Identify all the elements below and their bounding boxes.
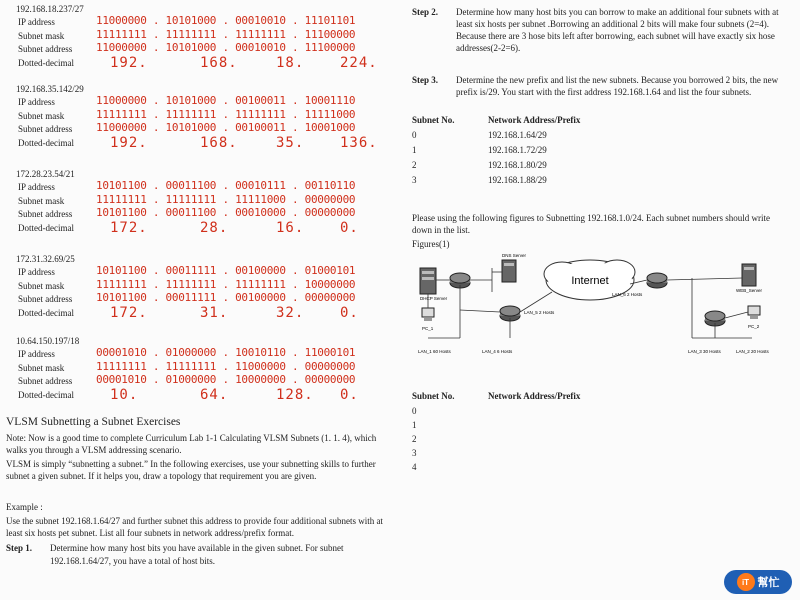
- vlsm-paragraph: VLSM is simply “subnetting a subnet.” In the following exercises, use your subnetting skills to further subnet a given subnet. If it helps you, draw a topology that requirement you are given.: [6, 459, 376, 481]
- table2-subnet-no: 2: [412, 434, 417, 444]
- handwritten-dotted-octet: 0.: [340, 220, 359, 236]
- vlsm-title: VLSM Subnetting a Subnet Exercises: [6, 416, 181, 428]
- handwritten-dotted-octet: 18.: [276, 55, 305, 71]
- handwritten-binary: 10101100 . 00011100 . 00010111 . 00110110: [96, 179, 356, 192]
- handwritten-binary: 11111111 . 11111111 . 11000000 . 00000000: [96, 359, 356, 373]
- handwritten-binary: 11111111 . 11111111 . 11111111 . 11100000: [96, 27, 356, 41]
- step3-text: Determine the new prefix and list the new subnets. Because you borrowed 2 bits, the new prefix is/29. You start with the first address 192.168.1.64 and list the four subnets.: [456, 75, 779, 97]
- handwritten-binary: 00001010 . 01000000 . 10000000 . 00000000: [96, 373, 356, 386]
- example-text: Use the subnet 192.168.1.64/27 and further subnet this address to provide four additional subnets with at least six hosts pet subnet. List all four subnets in network address/prefix format.: [6, 516, 383, 538]
- handwritten-dotted-octet: 172.: [110, 305, 148, 321]
- dhcp-label: DHCP Server: [420, 296, 448, 301]
- dns-label: DNS Server: [502, 253, 527, 258]
- step2-text: Determine how many host bits you can borrow to make an additional four subnets with at least six hosts per subnet .Borrowing an additional 2 bits will make four subnets (2=4). Because there are 3 hose bits left after borrowing, each subnet will have exactly six hose addresses(2-2=6).: [456, 7, 779, 53]
- web-label: WEB_Server: [736, 288, 763, 293]
- row-label: Subnet address: [18, 124, 73, 134]
- table1-subnet-no: 0: [412, 130, 417, 140]
- example-label: Example :: [6, 502, 43, 512]
- handwritten-dotted-octet: 0.: [340, 387, 359, 403]
- handwritten-dotted-octet: 128.: [276, 387, 314, 403]
- lan1-label: LAN_1 60 Hosts: [418, 349, 451, 354]
- web-server-icon: [742, 264, 756, 286]
- row-label: Subnet mask: [18, 280, 65, 291]
- vlsm-note: Note: Now is a good time to complete Curriculum Lab 1-1 Calculating VLSM Subnets (1. 1. 4), which walks you through a VLSM addressing scenario.: [6, 433, 377, 455]
- table2-subnet-no: 4: [412, 462, 417, 472]
- step1-label: Step 1.: [6, 543, 33, 553]
- table2-subnet-no: 0: [412, 406, 417, 416]
- handwritten-dotted-octet: 31.: [200, 305, 229, 321]
- pc2-icon: [748, 306, 760, 319]
- block-header: 192.168.18.237/27: [16, 4, 84, 14]
- table2-subnet-no: 3: [412, 448, 417, 458]
- row-label: Subnet address: [18, 209, 73, 219]
- block-header: 10.64.150.197/18: [16, 336, 80, 346]
- handwritten-dotted-octet: 168.: [200, 55, 238, 71]
- site-watermark-badge: [724, 570, 792, 594]
- pc2-label: PC_2: [748, 324, 760, 329]
- handwritten-binary: 10101100 . 00011111 . 00100000 . 00000000: [96, 291, 356, 304]
- row-label: Subnet mask: [18, 30, 65, 41]
- row-label: IP address: [18, 349, 55, 359]
- step2-label: Step 2.: [412, 7, 439, 17]
- table1-network-address: 192.168.1.72/29: [488, 145, 547, 155]
- handwritten-binary: 10101100 . 00011111 . 00100000 . 01000101: [96, 264, 356, 277]
- block-header: 192.168.35.142/29: [16, 84, 84, 94]
- handwritten-binary: 11111111 . 11111111 . 11111111 . 10000000: [96, 277, 356, 291]
- row-label: Subnet address: [18, 376, 73, 386]
- figures-instruction: Please using the following figures to Subnetting 192.168.1.0/24. Each subnet numbers should write down in the list.: [412, 213, 770, 235]
- table1-network-address: 192.168.1.64/29: [488, 130, 547, 140]
- row-label: IP address: [18, 267, 55, 277]
- table1-subnet-no: 3: [412, 175, 417, 185]
- handwritten-dotted-octet: 32.: [276, 305, 305, 321]
- row-label: Dotted-decimal: [18, 137, 74, 148]
- row-label: Subnet address: [18, 44, 73, 54]
- handwritten-binary: 00001010 . 01000000 . 10010110 . 11000101: [96, 346, 356, 359]
- ithome-logo-icon: iT: [737, 573, 755, 591]
- handwritten-dotted-octet: 0.: [340, 305, 359, 321]
- row-label: Subnet address: [18, 294, 73, 304]
- handwritten-binary: 10101100 . 00011100 . 00010000 . 00000000: [96, 206, 356, 219]
- handwritten-dotted-octet: 192.: [110, 135, 148, 151]
- handwritten-dotted-octet: 16.: [276, 220, 305, 236]
- lan5-label: LAN_5 2 Hosts: [524, 310, 555, 315]
- row-label: Subnet mask: [18, 195, 65, 206]
- pc1-icon: [422, 308, 434, 321]
- table2-header-subnet: Subnet No.: [412, 391, 455, 401]
- table2-subnet-no: 1: [412, 420, 417, 430]
- dns-server-icon: [502, 260, 516, 282]
- handwritten-binary: 11111111 . 11111111 . 11111111 . 11111000: [96, 107, 356, 121]
- step3-label: Step 3.: [412, 75, 439, 85]
- table1-network-address: 192.168.1.80/29: [488, 160, 547, 170]
- handwritten-binary: 11000000 . 10101000 . 00100011 . 10001110: [96, 94, 356, 107]
- table1-header-address: Network Address/Prefix: [488, 115, 581, 125]
- handwritten-dotted-octet: 28.: [200, 220, 229, 236]
- handwritten-dotted-octet: 10.: [110, 387, 139, 403]
- step1-text: Determine how many host bits you have available in the given subnet. For subnet: [50, 543, 344, 553]
- handwritten-dotted-octet: 35.: [276, 135, 305, 151]
- dhcp-server-icon: [420, 268, 436, 294]
- network-topology-diagram: [412, 250, 796, 362]
- lan4-label: LAN_4 6 Hosts: [482, 349, 513, 354]
- lan6-label: LAN_6 2 Hosts: [612, 292, 643, 297]
- step1-text-2: 192.168.1.64/27, you have a total of host bits.: [50, 556, 215, 566]
- table1-subnet-no: 1: [412, 145, 417, 155]
- handwritten-binary: 11000000 . 10101000 . 00010010 . 11101101: [96, 14, 356, 27]
- row-label: IP address: [18, 97, 55, 107]
- row-label: Dotted-decimal: [18, 307, 74, 318]
- block-header: 172.31.32.69/25: [16, 254, 75, 264]
- table1-header-subnet: Subnet No.: [412, 115, 455, 125]
- handwritten-binary: 11111111 . 11111111 . 11111000 . 00000000: [96, 192, 356, 206]
- table1-network-address: 192.168.1.88/29: [488, 175, 547, 185]
- router-icon-3: [647, 273, 667, 288]
- handwritten-dotted-octet: 172.: [110, 220, 148, 236]
- handwritten-dotted-octet: 192.: [110, 55, 148, 71]
- pc1-label: PC_1: [422, 326, 434, 331]
- table1-subnet-no: 2: [412, 160, 417, 170]
- handwritten-dotted-octet: 136.: [340, 135, 378, 151]
- lan2-label: LAN_2 20 Hosts: [736, 349, 769, 354]
- handwritten-binary: 11000000 . 10101000 . 00100011 . 10001000: [96, 121, 356, 134]
- row-label: Dotted-decimal: [18, 389, 74, 400]
- badge-text: 幫忙: [757, 577, 780, 589]
- figures-label: Figures(1): [412, 239, 450, 249]
- handwritten-dotted-octet: 168.: [200, 135, 238, 151]
- row-label: Dotted-decimal: [18, 57, 74, 68]
- row-label: Subnet mask: [18, 362, 65, 373]
- block-header: 172.28.23.54/21: [16, 169, 75, 179]
- lan3-label: LAN_3 30 Hosts: [688, 349, 721, 354]
- handwritten-binary: 11000000 . 10101000 . 00010010 . 11100000: [96, 41, 356, 54]
- row-label: Dotted-decimal: [18, 222, 74, 233]
- handwritten-dotted-octet: 224.: [340, 55, 378, 71]
- handwritten-dotted-octet: 64.: [200, 387, 229, 403]
- row-label: IP address: [18, 17, 55, 27]
- row-label: Subnet mask: [18, 110, 65, 121]
- row-label: IP address: [18, 182, 55, 192]
- internet-label: Internet: [571, 275, 609, 287]
- table2-header-address: Network Address/Prefix: [488, 391, 581, 401]
